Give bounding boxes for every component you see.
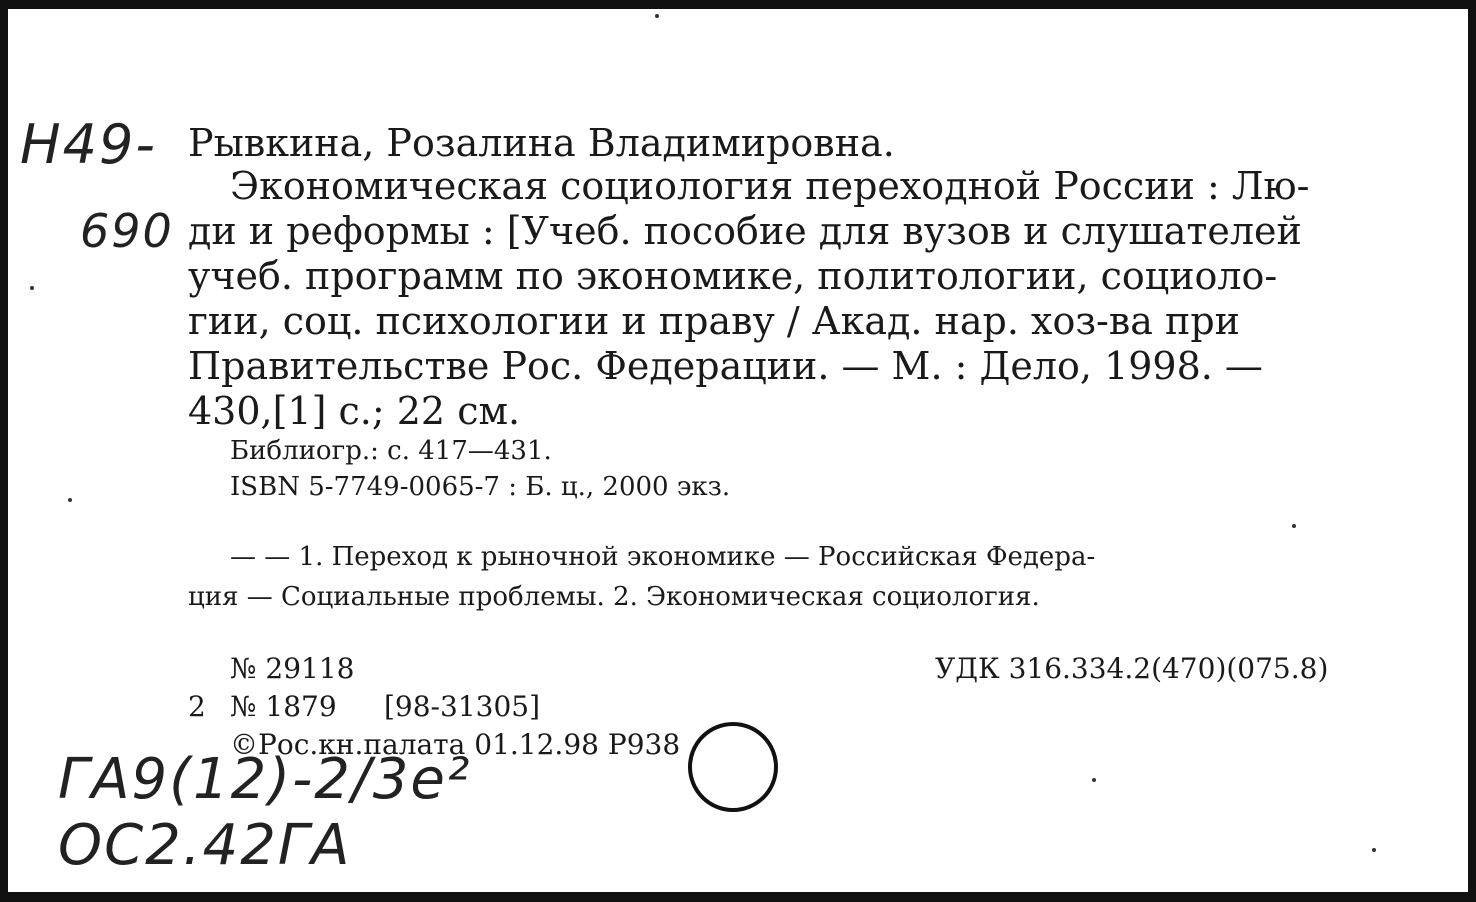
record-number: № 29118 [230, 652, 355, 685]
scan-speck [655, 14, 659, 18]
card-border-top [0, 0, 1476, 9]
description-line-5: Правительстве Рос. Федерации. — М. : Дело, 1998. — [188, 344, 1263, 388]
description-line-3: учеб. программ по экономике, политологии, социоло- [188, 254, 1278, 298]
copy-count: 2 [188, 690, 206, 723]
handwritten-shelf-mark-1: Н49- [20, 113, 157, 176]
description-line-1: Экономическая социология переходной России : Лю- [230, 164, 1310, 208]
bibliography-note: Библиогр.: с. 417—431. [230, 436, 552, 466]
description-line-6: 430,[1] с.; 22 см. [188, 389, 521, 433]
card-number: № 1879 [230, 690, 337, 723]
scan-speck [1372, 848, 1376, 852]
card-border-right [1468, 0, 1476, 902]
subject-headings-line-1: — — 1. Переход к рыночной экономике — Российская Федера- [230, 542, 1096, 572]
card-border-left [0, 0, 8, 902]
subject-headings-line-2: ция — Социальные проблемы. 2. Экономическая социология. [188, 582, 1040, 612]
scan-speck [68, 498, 72, 502]
card-border-bottom [0, 892, 1476, 902]
publisher-stamp-line: ©Рос.кн.палата 01.12.98 Р938 [230, 728, 681, 761]
handwritten-shelf-mark-2: 690 [80, 204, 174, 258]
description-line-2: ди и реформы : [Учеб. пособие для вузов и слушателей [188, 209, 1302, 253]
description-line-4: гии, соц. психологии и праву / Акад. нар. хоз-ва при [188, 299, 1240, 343]
udc-code: УДК 316.334.2(470)(075.8) [935, 652, 1329, 685]
scan-speck [30, 286, 34, 290]
author-heading: Рывкина, Розалина Владимировна. [188, 121, 895, 165]
stamp-circle-icon [688, 722, 778, 812]
card-code: [98-31305] [384, 690, 541, 723]
handwritten-classification-1: ГА9(12)-2/3е² [58, 747, 472, 812]
isbn-line: ISBN 5-7749-0065-7 : Б. ц., 2000 экз. [230, 472, 731, 502]
handwritten-classification-2: ОС2.42ГА [58, 813, 352, 878]
scan-speck [1092, 778, 1096, 782]
scan-speck [1292, 524, 1296, 528]
